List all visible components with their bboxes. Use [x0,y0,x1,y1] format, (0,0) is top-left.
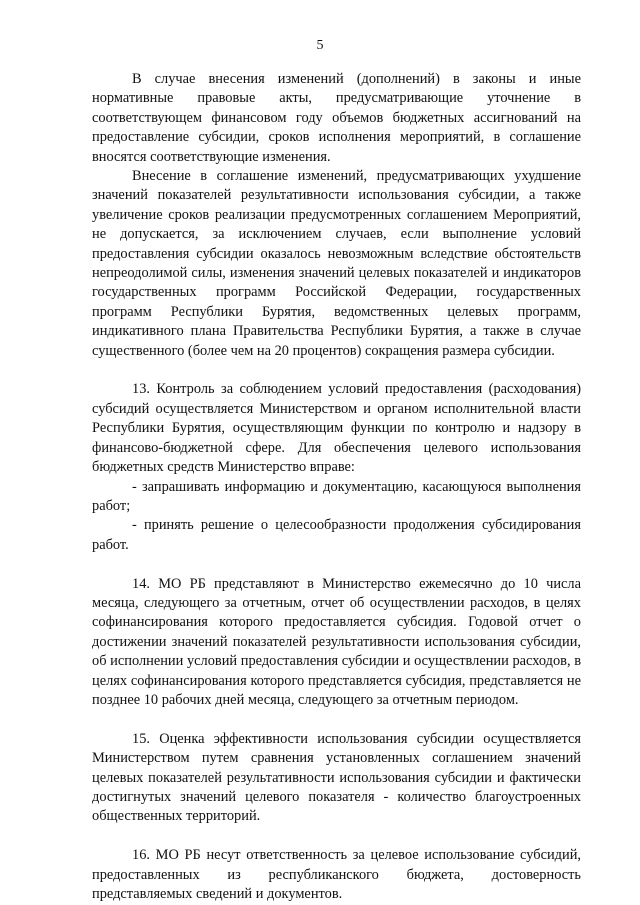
paragraph-13-control: 13. Контроль за соблюдением условий предоставления (расходования) субсидий осуществляется Министерством и органом исполнительной власти Республики Бурятия, осуществляющим функции по контролю и надзору в финансово-бюджетной сфере. Для обеспечения целевого использования бюджетных средств Министерство вправе: [92,381,581,476]
document-body [92,70,581,904]
list-item-request-info: - запрашивать информацию и документацию, касающуюся выполнения работ; [92,478,581,514]
paragraph-amendments-agreement: Внесение в соглашение изменений, предусматривающих ухудшение значений показателей результативности использования субсидии, а также увеличение сроков реализации предусмотренных соглашением Мероприятий, не допускается, за исключением случаев, если выполнение условий предоставления субсидии оказалось невозможным вследствие обстоятельств непреодолимой силы, изменения значений целевых показателей и индикаторов государственных программ Российской Федерации, государственных программ Республики Бурятия, ведомственных целевых программ, индикативного плана Правительства Республики Бурятия, а также в случае существенного (более чем на 20 процентов) сокращения размера субсидии. [92,168,581,359]
paragraph-15-efficiency: 15. Оценка эффективности использования субсидии осуществляется Министерством путем сравнения установленных соглашением значений целевых показателей результативности использования субсидии и фактически достигнутых значений целевого показателя - количество благоустроенных общественных территорий. [92,730,581,825]
paragraph-amendments-laws: В случае внесения изменений (дополнений) в законы и иные нормативные правовые акты, предусматривающие уточнение в соответствующем финансовом году объемов бюджетных ассигнований на предоставление субсидии, сроков исполнения мероприятий, в соглашение вносятся соответствующие изменения. [92,71,581,165]
list-item-decision-continue: - принять решение о целесообразности продолжения субсидирования работ. [92,517,581,553]
paragraph-16-responsibility: 16. МО РБ несут ответственность за целевое использование субсидий, предоставленных из республиканского бюджета, достоверность представляемых сведений и документов. [92,847,581,902]
page-number: 5 [316,38,324,53]
paragraph-14-reporting: 14. МО РБ представляют в Министерство ежемесячно до 10 числа месяца, следующего за отчетным, отчет об осуществлении расходов, в целях софинансирования которого предоставляется субсидия. Годовой отчет о достижении значений показателей результативности использования субсидии, об исполнении условий предоставления субсидии и осуществлении расходов, в целях софинансирования которого представляется субсидия, представляется не позднее 10 рабочих дней месяца, следующего за отчетным периодом. [92,575,581,708]
